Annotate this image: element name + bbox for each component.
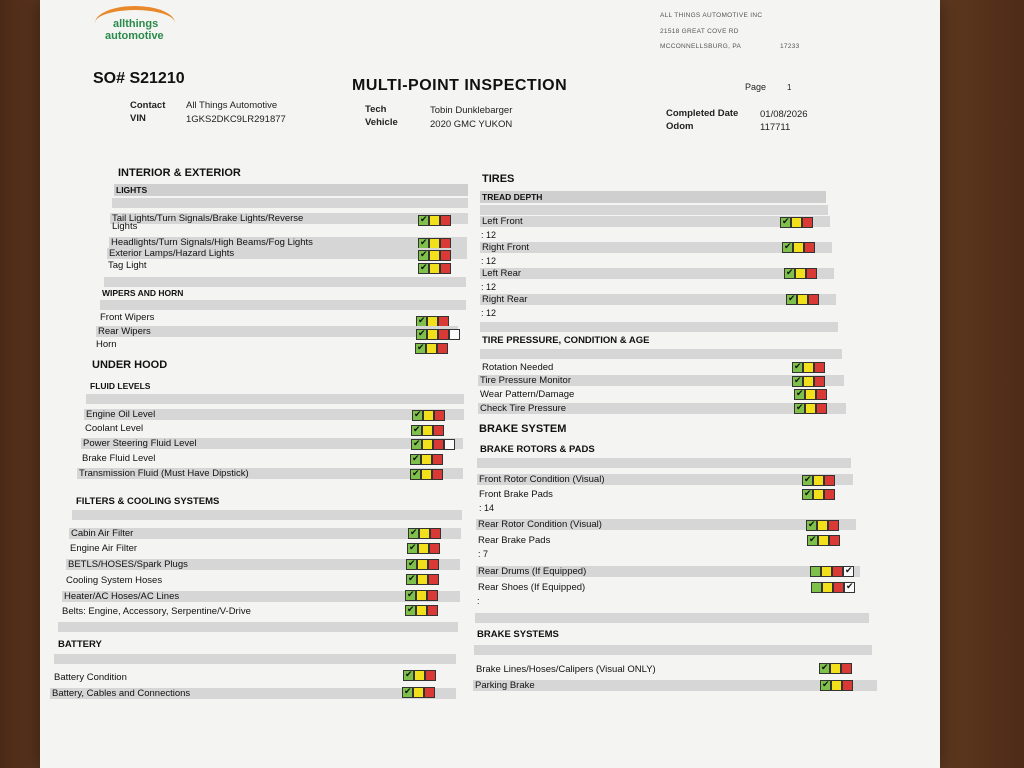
- tread-value: : 12: [481, 256, 497, 266]
- item-coolant: Coolant Level: [85, 423, 144, 434]
- page-title: MULTI-POINT INSPECTION: [352, 77, 568, 94]
- section-interior-exterior: INTERIOR & EXTERIOR: [118, 167, 241, 179]
- spacer-band: [86, 394, 464, 404]
- rating-badge: [784, 268, 817, 279]
- shop-logo: [95, 6, 215, 46]
- vin-label: VIN: [130, 113, 146, 124]
- rating-badge: [802, 475, 835, 486]
- rating-badge: [410, 469, 443, 480]
- rating-badge: [411, 439, 455, 450]
- subsection-wipers: WIPERS AND HORN: [102, 288, 184, 298]
- odometer-value: 117711: [760, 122, 791, 133]
- logo-line2: automotive: [105, 30, 164, 42]
- spacer-band: [480, 205, 828, 215]
- tech-value: Tobin Dunklebarger: [430, 105, 513, 116]
- tire-left-rear: Left Rear: [480, 268, 834, 279]
- rating-badge: [782, 242, 815, 253]
- page-number: 1: [787, 83, 792, 92]
- rating-badge: [806, 520, 839, 531]
- spacer-band: [72, 510, 462, 520]
- tire-left-front: Left Front: [480, 216, 830, 227]
- rating-badge: [410, 454, 443, 465]
- rating-badge: [819, 663, 852, 674]
- item-parking-brake: Parking Brake: [473, 680, 877, 691]
- item-belts-hoses-plugs: BETLS/HOSES/Spark Plugs: [66, 559, 460, 570]
- rating-badge: [408, 528, 441, 539]
- pad-value: : 7: [478, 549, 489, 559]
- item-tail-lights-cont: Lights: [112, 221, 138, 232]
- shop-street: 21518 GREAT COVE RD: [660, 28, 739, 35]
- spacer-band: [54, 654, 456, 664]
- odometer-label: Odom: [666, 121, 694, 132]
- section-under-hood: UNDER HOOD: [92, 359, 168, 371]
- item-check-pressure: Check Tire Pressure: [478, 403, 846, 414]
- rating-badge: [412, 410, 445, 421]
- item-horn: Horn: [96, 339, 117, 350]
- rating-badge: [811, 582, 855, 593]
- tire-right-rear: Right Rear: [480, 294, 836, 305]
- rating-badge: [403, 670, 436, 681]
- item-front-rotor: Front Rotor Condition (Visual): [477, 474, 853, 485]
- rating-badge: [807, 535, 840, 546]
- rating-badge: [802, 489, 835, 500]
- spacer-band: [100, 300, 466, 310]
- completed-date-value: 01/08/2026: [760, 109, 808, 120]
- spacer-band: [112, 198, 468, 208]
- rating-badge: [405, 590, 438, 601]
- rating-badge: [810, 566, 854, 577]
- vehicle-value: 2020 GMC YUKON: [430, 119, 513, 130]
- item-brake-lines: Brake Lines/Hoses/Calipers (Visual ONLY): [476, 664, 656, 675]
- rating-badge: [794, 389, 827, 400]
- vehicle-label: Vehicle: [365, 117, 398, 128]
- contact-label: Contact: [130, 100, 166, 111]
- subsection-lights: LIGHTS: [114, 184, 468, 196]
- subsection-tire-pressure: TIRE PRESSURE, CONDITION & AGE: [482, 335, 650, 346]
- subsection-filters-cooling: FILTERS & COOLING SYSTEMS: [76, 496, 220, 507]
- shop-city: MCCONNELLSBURG, PA: [660, 43, 742, 50]
- rating-badge: [780, 217, 813, 228]
- rating-badge: [415, 343, 448, 354]
- completed-date-label: Completed Date: [666, 108, 739, 119]
- item-front-wipers: Front Wipers: [100, 312, 155, 323]
- item-belts-drive: Belts: Engine, Accessory, Serpentine/V-Drive: [62, 606, 251, 617]
- item-engine-air-filter: Engine Air Filter: [70, 543, 138, 554]
- spacer-band: [480, 349, 842, 359]
- tread-value: : 12: [481, 282, 497, 292]
- shop-name: ALL THINGS AUTOMOTIVE INC: [660, 12, 763, 19]
- item-headlights: Headlights/Turn Signals/High Beams/Fog Lights: [109, 237, 467, 248]
- rating-badge: [792, 362, 825, 373]
- rating-badge: [416, 329, 460, 340]
- pad-value: : 14: [479, 503, 495, 513]
- item-wear-pattern: Wear Pattern/Damage: [480, 389, 575, 400]
- section-brake-system: BRAKE SYSTEM: [479, 423, 567, 435]
- spacer-band: [480, 322, 838, 332]
- item-battery-cables: Battery, Cables and Connections: [50, 688, 456, 699]
- item-brake-fluid: Brake Fluid Level: [82, 453, 156, 464]
- rating-badge: [406, 559, 439, 570]
- rating-badge: [786, 294, 819, 305]
- rating-badge: [405, 605, 438, 616]
- tread-value: : 12: [481, 230, 497, 240]
- item-rear-drums: Rear Drums (If Equipped): [476, 566, 860, 577]
- vin-value: 1GKS2DKC9LR291877: [186, 114, 286, 125]
- rating-badge: [402, 687, 435, 698]
- logo-line1: allthings: [113, 18, 159, 30]
- item-heater-ac-hoses: Heater/AC Hoses/AC Lines: [62, 591, 460, 602]
- shop-zip: 17233: [780, 43, 800, 50]
- page-label: Page: [745, 82, 767, 92]
- tire-right-front: Right Front: [480, 242, 832, 253]
- rating-badge: [418, 250, 451, 261]
- item-exterior-lamps: Exterior Lamps/Hazard Lights: [107, 248, 467, 259]
- rating-badge: [407, 543, 440, 554]
- shoe-value: :: [477, 596, 480, 606]
- spacer-band: [58, 622, 458, 632]
- subsection-tread-depth: TREAD DEPTH: [480, 191, 826, 203]
- rating-badge: [411, 425, 444, 436]
- item-power-steering: Power Steering Fluid Level: [81, 438, 463, 449]
- item-transmission-fluid: Transmission Fluid (Must Have Dipstick): [77, 468, 463, 479]
- rating-badge: [406, 574, 439, 585]
- spacer-band: [104, 277, 466, 287]
- spacer-band: [474, 645, 872, 655]
- item-rear-wipers: Rear Wipers: [96, 326, 458, 337]
- rating-badge: [820, 680, 853, 691]
- spacer-band: [477, 458, 851, 468]
- service-order-number: SO# S21210: [93, 70, 185, 87]
- item-tag-light: Tag Light: [108, 260, 147, 271]
- contact-value: All Things Automotive: [186, 100, 278, 111]
- spacer-band: [475, 613, 869, 623]
- rating-badge: [418, 215, 451, 226]
- rating-badge: [794, 403, 827, 414]
- rating-badge: [418, 263, 451, 274]
- subsection-battery: BATTERY: [58, 639, 102, 650]
- rating-badge: [792, 376, 825, 387]
- item-rear-shoes: Rear Shoes (If Equipped): [478, 582, 586, 593]
- item-rear-rotor: Rear Rotor Condition (Visual): [476, 519, 856, 530]
- subsection-brake-rotors-pads: BRAKE ROTORS & PADS: [480, 444, 595, 455]
- item-tail-lights: Tail Lights/Turn Signals/Brake Lights/Reverse: [110, 213, 468, 224]
- item-front-pads: Front Brake Pads: [479, 489, 553, 500]
- item-cooling-hoses: Cooling System Hoses: [66, 575, 163, 586]
- item-cabin-air-filter: Cabin Air Filter: [69, 528, 461, 539]
- subsection-fluid-levels: FLUID LEVELS: [90, 381, 151, 391]
- item-rotation-needed: Rotation Needed: [482, 362, 554, 373]
- tech-label: Tech: [365, 104, 387, 115]
- section-tires: TIRES: [482, 173, 515, 185]
- item-engine-oil: Engine Oil Level: [84, 409, 464, 420]
- item-rear-pads: Rear Brake Pads: [478, 535, 551, 546]
- item-battery-condition: Battery Condition: [54, 672, 127, 683]
- subsection-brake-systems: BRAKE SYSTEMS: [477, 629, 559, 640]
- tread-value: : 12: [481, 308, 497, 318]
- item-tpms: Tire Pressure Monitor: [478, 375, 844, 386]
